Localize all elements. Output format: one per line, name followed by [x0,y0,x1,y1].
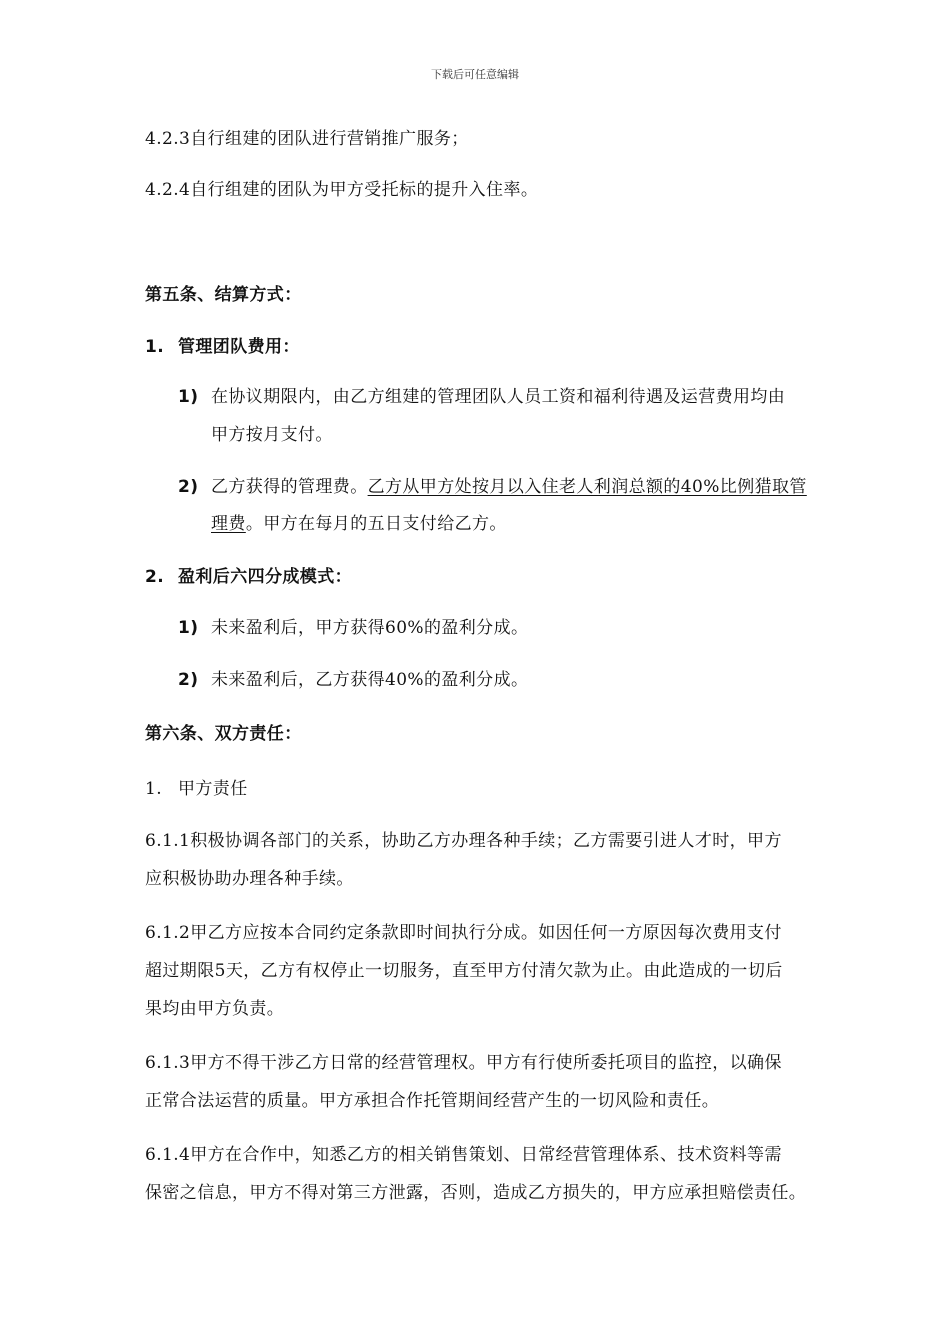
party-a-heading [145,779,248,799]
item-text: 未来盈利后，甲方获得60%的盈利分成。 [211,618,529,638]
section-number: 1. [145,779,163,799]
clause-4-2-3: 4.2.3自行组建的团队进行营销推广服务； [145,129,469,149]
page-header: 下载后可任意编辑 [431,68,519,81]
underlined-text: 理费 [211,514,246,534]
article-5-s1-item-2-line-1 [178,477,807,497]
item-text: 乙方获得的管理费。 [211,477,368,497]
article-5-title: 第五条、结算方式： [145,285,302,305]
article-5-s2-item-2 [178,670,528,690]
item-text: 未来盈利后，乙方获得40%的盈利分成。 [211,670,529,690]
item-number: 1) [178,618,199,638]
article-6-title: 第六条、双方责任： [145,724,302,744]
item-number: 2) [178,477,199,497]
section-title: 盈利后六四分成模式： [178,567,352,587]
clause-6-1-3-line-2: 正常合法运营的质量。甲方承担合作托管期间经营产生的一切风险和责任。 [145,1091,720,1111]
clause-6-1-2-line-1: 6.1.2甲乙方应按本合同约定条款即时间执行分成。如因任何一方原因每次费用支付 [145,923,782,943]
item-number: 1) [178,387,199,407]
underlined-text: 乙方从甲方处按月以入住老人利润总额的40%比例猎取管 [367,477,807,497]
section-title: 管理团队费用： [178,337,300,357]
article-5-section-1 [145,337,300,357]
article-5-section-2 [145,567,352,587]
clause-6-1-3-line-1: 6.1.3甲方不得干涉乙方日常的经营管理权。甲方有行使所委托项目的监控，以确保 [145,1053,782,1073]
article-5-s1-item-2-line-2 [211,514,507,534]
item-number: 2) [178,670,199,690]
clause-6-1-1-line-2: 应积极协助办理各种手续。 [145,869,354,889]
clause-4-2-4: 4.2.4自行组建的团队为甲方受托标的提升入住率。 [145,180,539,200]
article-5-s2-item-1 [178,618,528,638]
clause-6-1-4-line-1: 6.1.4甲方在合作中，知悉乙方的相关销售策划、日常经营管理体系、技术资料等需 [145,1145,782,1165]
section-number: 2. [145,567,165,587]
item-text: 。甲方在每月的五日支付给乙方。 [245,514,507,534]
clause-6-1-2-line-2: 超过期限5天，乙方有权停止一切服务，直至甲方付清欠款为止。由此造成的一切后 [145,961,783,981]
section-title: 甲方责任 [178,779,248,799]
clause-6-1-4-line-2: 保密之信息，甲方不得对第三方泄露，否则，造成乙方损失的，甲方应承担赔偿责任。 [145,1183,807,1203]
item-text: 在协议期限内，由乙方组建的管理团队人员工资和福利待遇及运营费用均由 [211,387,786,407]
section-number: 1. [145,337,165,357]
article-5-s1-item-1-line-1 [178,387,785,407]
clause-6-1-1-line-1: 6.1.1积极协调各部门的关系，协助乙方办理各种手续；乙方需要引进人才时，甲方 [145,831,782,851]
clause-6-1-2-line-3: 果均由甲方负责。 [145,999,285,1019]
article-5-s1-item-1-line-2: 甲方按月支付。 [211,425,333,445]
